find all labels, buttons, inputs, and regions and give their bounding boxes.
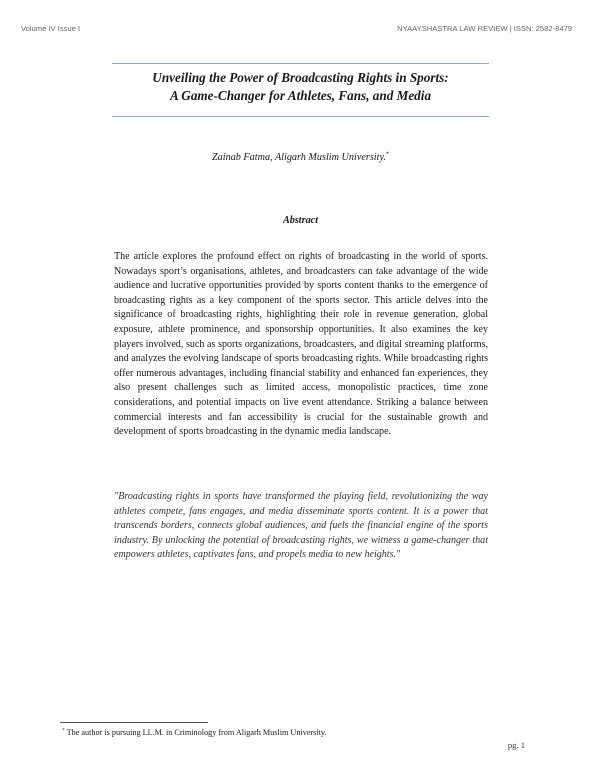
page-number: pg. 1 <box>507 740 525 750</box>
title-bottom-rule <box>112 116 489 117</box>
abstract-quote: "Broadcasting rights in sports have transformed the playing field, revolutionizing the way athletes compete, fans engages, and media disseminate sports content. It is a power that transcends borders, connects global audiences, and fuels the financial engine of the sports industry. By unlocking the potential of broadcasting rights, we witness a game-changer that empowers athletes, captivates fans, and propels media to new heights." <box>114 491 488 561</box>
title-line-2: A Game-Changer for Athletes, Fans, and Media <box>169 88 432 103</box>
footnote-rule <box>60 722 208 723</box>
author-line <box>112 151 489 165</box>
paper-title <box>112 69 489 105</box>
journal-issn-label: NYAAYSHASTRA LAW REVIEW | ISSN: 2582-8479 <box>397 24 572 33</box>
abstract-body: The article explores the profound effect on rights of broadcasting in the world of sports. Nowadays sport’s organisations, athletes, and broadcasters can take advantage of the wide audience and lucrative opportunities provided by sports content thanks to the emergence of broadcasting rights as a key component of the sports sector. This article delves into the significance of broadcasting rights, highlighting their role in revenue generation, global exposure, athlete prominence, and sponsorship opportunities. It also examines the key players involved, such as sports organizations, broadcasters, and digital streaming platforms, and analyzes the evolving landscape of sports broadcasting rights. While broadcasting rights offer numerous advantages, including financial stability and enhanced fan experiences, they also present challenges such as limited access, monopolistic practices, time zone considerations, and potential impacts on live event attendance. Striking a balance between commercial interests and fan accessibility is crucial for the sustainable growth and development of sports broadcasting in the dynamic media landscape. <box>114 251 488 438</box>
author-footnote-marker: * <box>385 151 389 158</box>
running-header <box>0 24 600 36</box>
title-top-rule <box>112 63 489 64</box>
title-line-1: Unveiling the Power of Broadcasting Rights in Sports: <box>152 70 449 85</box>
footnote <box>62 727 482 738</box>
footnote-text: The author is pursuing LL.M. in Criminology from Aligarh Muslim University. <box>64 728 327 737</box>
footnote-marker: * <box>62 727 65 734</box>
abstract-heading: Abstract <box>282 215 319 226</box>
volume-issue-label: Volume IV Issue I <box>21 24 81 33</box>
author-name: Zainab Fatma, Aligarh Muslim University. <box>212 152 386 163</box>
